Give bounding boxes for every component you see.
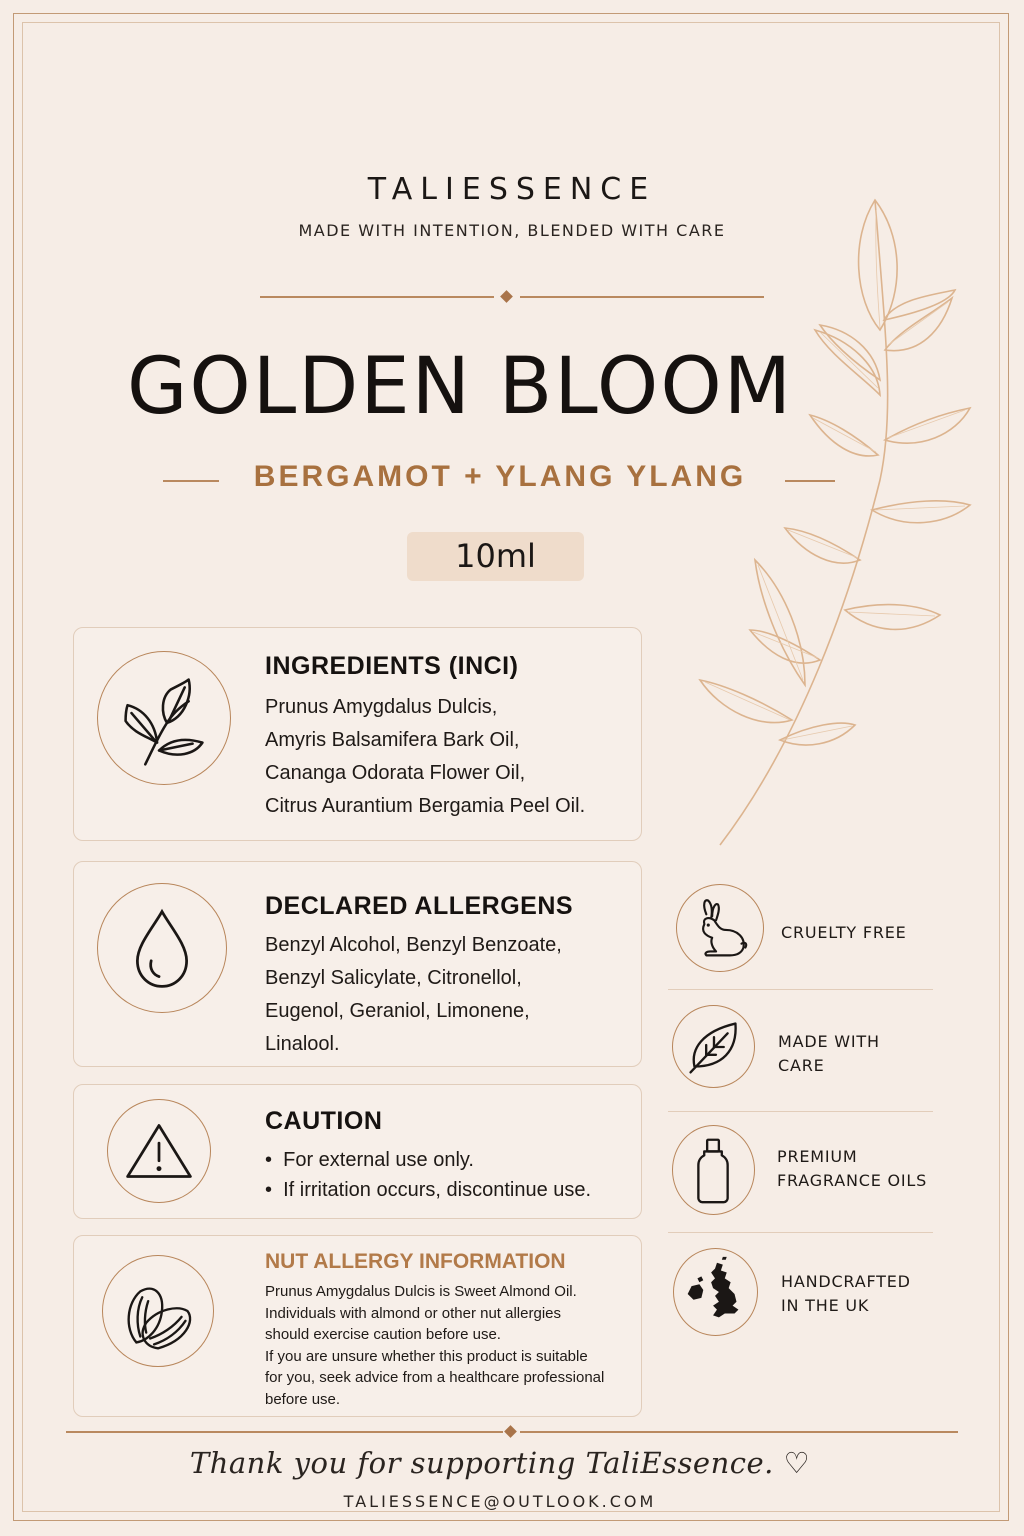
divider-left: [260, 296, 494, 298]
badge-premium-fragrance-oils: PREMIUM FRAGRANCE OILS: [777, 1147, 928, 1190]
badge-made-with-care: MADE WITH CARE: [778, 1032, 880, 1075]
ingredients-card: [73, 627, 642, 841]
allergens-list: [265, 929, 562, 1061]
allergen-line: Eugenol, Geraniol, Limonene,: [265, 1000, 530, 1022]
caution-card: [73, 1084, 642, 1219]
warning-triangle-icon: [107, 1099, 211, 1203]
caution-title: CAUTION: [265, 1107, 383, 1135]
allergens-title: DECLARED ALLERGENS: [265, 892, 574, 920]
nut-allergy-line: Prunus Amygdalus Dulcis is Sweet Almond Oil.: [265, 1283, 577, 1300]
nut-allergy-title: NUT ALLERGY INFORMATION: [265, 1250, 566, 1273]
nut-allergy-line: Individuals with almond or other nut allergies: [265, 1304, 561, 1322]
nut-allergy-text: [265, 1281, 604, 1410]
divider-right: [520, 296, 764, 298]
nut-allergy-card: [73, 1235, 642, 1417]
caution-item: • For external use only.: [265, 1149, 474, 1171]
footer-divider-left: [66, 1431, 503, 1433]
herb-leaves-icon: [97, 651, 231, 785]
rabbit-icon: [676, 884, 764, 972]
volume-badge: 10ml: [407, 532, 584, 581]
thank-you-message: Thank you for supporting TaliEssence. ♡: [189, 1446, 811, 1480]
nut-allergy-line: If you are unsure whether this product is suitable: [265, 1347, 588, 1365]
badge-divider: [668, 989, 933, 990]
allergen-line: Benzyl Salicylate, Citronellol,: [265, 967, 522, 989]
brand-tagline: MADE WITH INTENTION, BLENDED WITH CARE: [298, 221, 726, 240]
nut-allergy-line: should exercise caution before use.: [265, 1326, 501, 1343]
product-name: GOLDEN BLOOM: [126, 342, 794, 432]
badge-divider: [668, 1232, 933, 1233]
badge-cruelty-free: CRUELTY FREE: [781, 923, 907, 942]
nut-allergy-line: before use.: [265, 1390, 341, 1408]
ingredients-title: INGREDIENTS (INCI): [265, 652, 519, 680]
ingredient-line: Citrus Aurantium Bergamia Peel Oil.: [265, 795, 586, 817]
caution-list: [265, 1145, 591, 1205]
leaf-icon: [672, 1005, 755, 1088]
badge-divider: [668, 1111, 933, 1112]
footer-divider-right: [520, 1431, 958, 1433]
nut-allergy-line: for you, seek advice from a healthcare professional: [265, 1369, 605, 1386]
almond-icon: [102, 1255, 214, 1367]
brand-name: TALIESSENCE: [367, 172, 657, 207]
scent-line-right: [785, 480, 835, 482]
scent-notes: BERGAMOT + YLANG YLANG: [253, 460, 747, 493]
uk-map-icon: [673, 1248, 758, 1336]
caution-item: • If irritation occurs, discontinue use.: [265, 1179, 592, 1201]
allergen-line: Benzyl Alcohol, Benzyl Benzoate,: [265, 934, 562, 956]
bottle-icon: [672, 1125, 755, 1215]
ingredients-list: [265, 691, 585, 823]
ingredient-line: Cananga Odorata Flower Oil,: [265, 762, 526, 784]
badge-handcrafted-uk: HANDCRAFTED IN THE UK: [781, 1272, 911, 1315]
drop-icon: [97, 883, 227, 1013]
allergen-line: Linalool.: [265, 1033, 340, 1055]
ingredient-line: Prunus Amygdalus Dulcis,: [265, 696, 498, 718]
leaf-branch-illustration: [680, 180, 1000, 860]
ingredient-line: Amyris Balsamifera Bark Oil,: [265, 729, 520, 751]
contact-email: TALIESSENCE@OUTLOOK.COM: [343, 1492, 657, 1511]
allergens-card: [73, 861, 642, 1067]
